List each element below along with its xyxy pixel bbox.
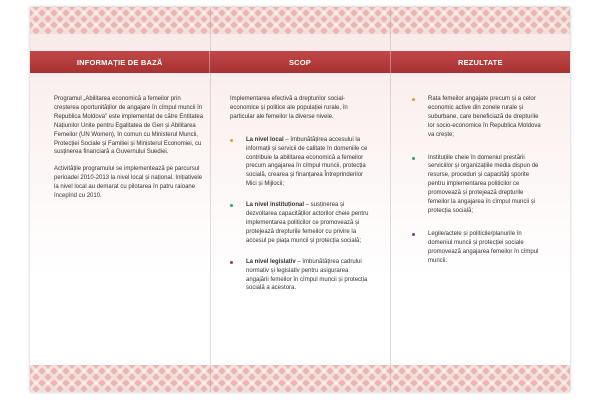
item-text: Legile/actele și politicile/planurile în domeniul muncii și protecției sociale promovează angajarea femeilor în cîmpul muncii. — [428, 230, 539, 264]
header-background-info: INFORMAȚIE DE BAZĂ — [30, 51, 210, 73]
scope-intro: Implementarea efectivă a drepturilor social-economice și politice ale populației rurale, în particular ale femeilor la diverse nivele. — [230, 96, 348, 120]
paragraph: Programul „Abilitarea economică a femeilor prin creșterea oportunităților de angajare în cîmpul muncii în Republica Moldova” este implementat de către Entitatea Națiunilor Unite pentru Egalitatea de Gen și Abilitarea Femeilor (UN Women), în comun cu Ministerul Muncii, Protecției Sociale și Familiei și Ministerul Economiei, cu susținerea financiară a Guvernului Suediei. — [54, 96, 204, 156]
paragraph: Activitățile programului se implementează pe parcursul perioadei 2010-2013 la nivel local și național. Inițiativele la nivel local au demarat cu pilotarea în patru raioane începînd cu 2010. — [54, 166, 203, 200]
header-bar — [30, 51, 570, 73]
bottom-pattern-border — [30, 365, 570, 392]
bullet-icon — [412, 98, 415, 101]
list-item — [412, 95, 544, 140]
item-text: – îmbunătățirea cadrului normativ și legislativ pentru asigurarea angajării femeilor în cîmpul muncii și protecția socială a acestora. — [246, 258, 368, 292]
column-scope — [230, 95, 370, 305]
item-text: – susținerea și dezvoltarea capacităților actorilor cheie pentru implementarea politicilor ce promovează și protejează drepturile femeilor cu privire la accesul pe piața muncii și protecția socială; — [246, 202, 369, 244]
item-text: Instituțiile cheie în domeniul prestării serviciilor și organizațiile media dispun de resurse, proceduri și capacități sporite pentru implementarea politicilor ce promovează și protejează drepturile femeilor la angajarea în cîmpul muncii și protecția socială; — [428, 154, 539, 214]
bullet-icon — [230, 204, 233, 207]
bullet-icon — [230, 261, 233, 264]
item-text: – îmbunătățirea accesului la informații și servicii de calitate în domeniile ce contribuie la abilitarea economică a femeilor precum angajarea în cîmpul muncii, protecția socială, crearea și finanțarea Întreprinderilor Mici și Mijlocii; — [246, 136, 368, 188]
column-background-info — [54, 95, 204, 209]
list-item — [230, 136, 370, 189]
item-label: La nivel instituțional — [246, 202, 305, 209]
top-pattern-border — [30, 7, 570, 34]
header-scope: SCOP — [210, 51, 390, 73]
bullet-icon — [412, 233, 415, 236]
brochure — [30, 7, 570, 392]
list-item — [230, 201, 370, 246]
column-results — [412, 95, 544, 278]
item-label: La nivel local — [246, 136, 284, 143]
list-item — [412, 230, 544, 266]
item-text: Rata femeilor angajate precum și a celor economic active din zonele rurale și suburbane, care beneficiază de drepturile lor socio-economice în Republica Moldova va crește; — [428, 96, 541, 138]
list-item — [230, 258, 370, 294]
header-results: REZULTATE — [457, 57, 503, 67]
list-item — [412, 154, 544, 216]
bullet-icon — [412, 157, 415, 160]
item-label: La nivel legislativ — [246, 258, 296, 265]
bullet-icon — [230, 139, 233, 142]
